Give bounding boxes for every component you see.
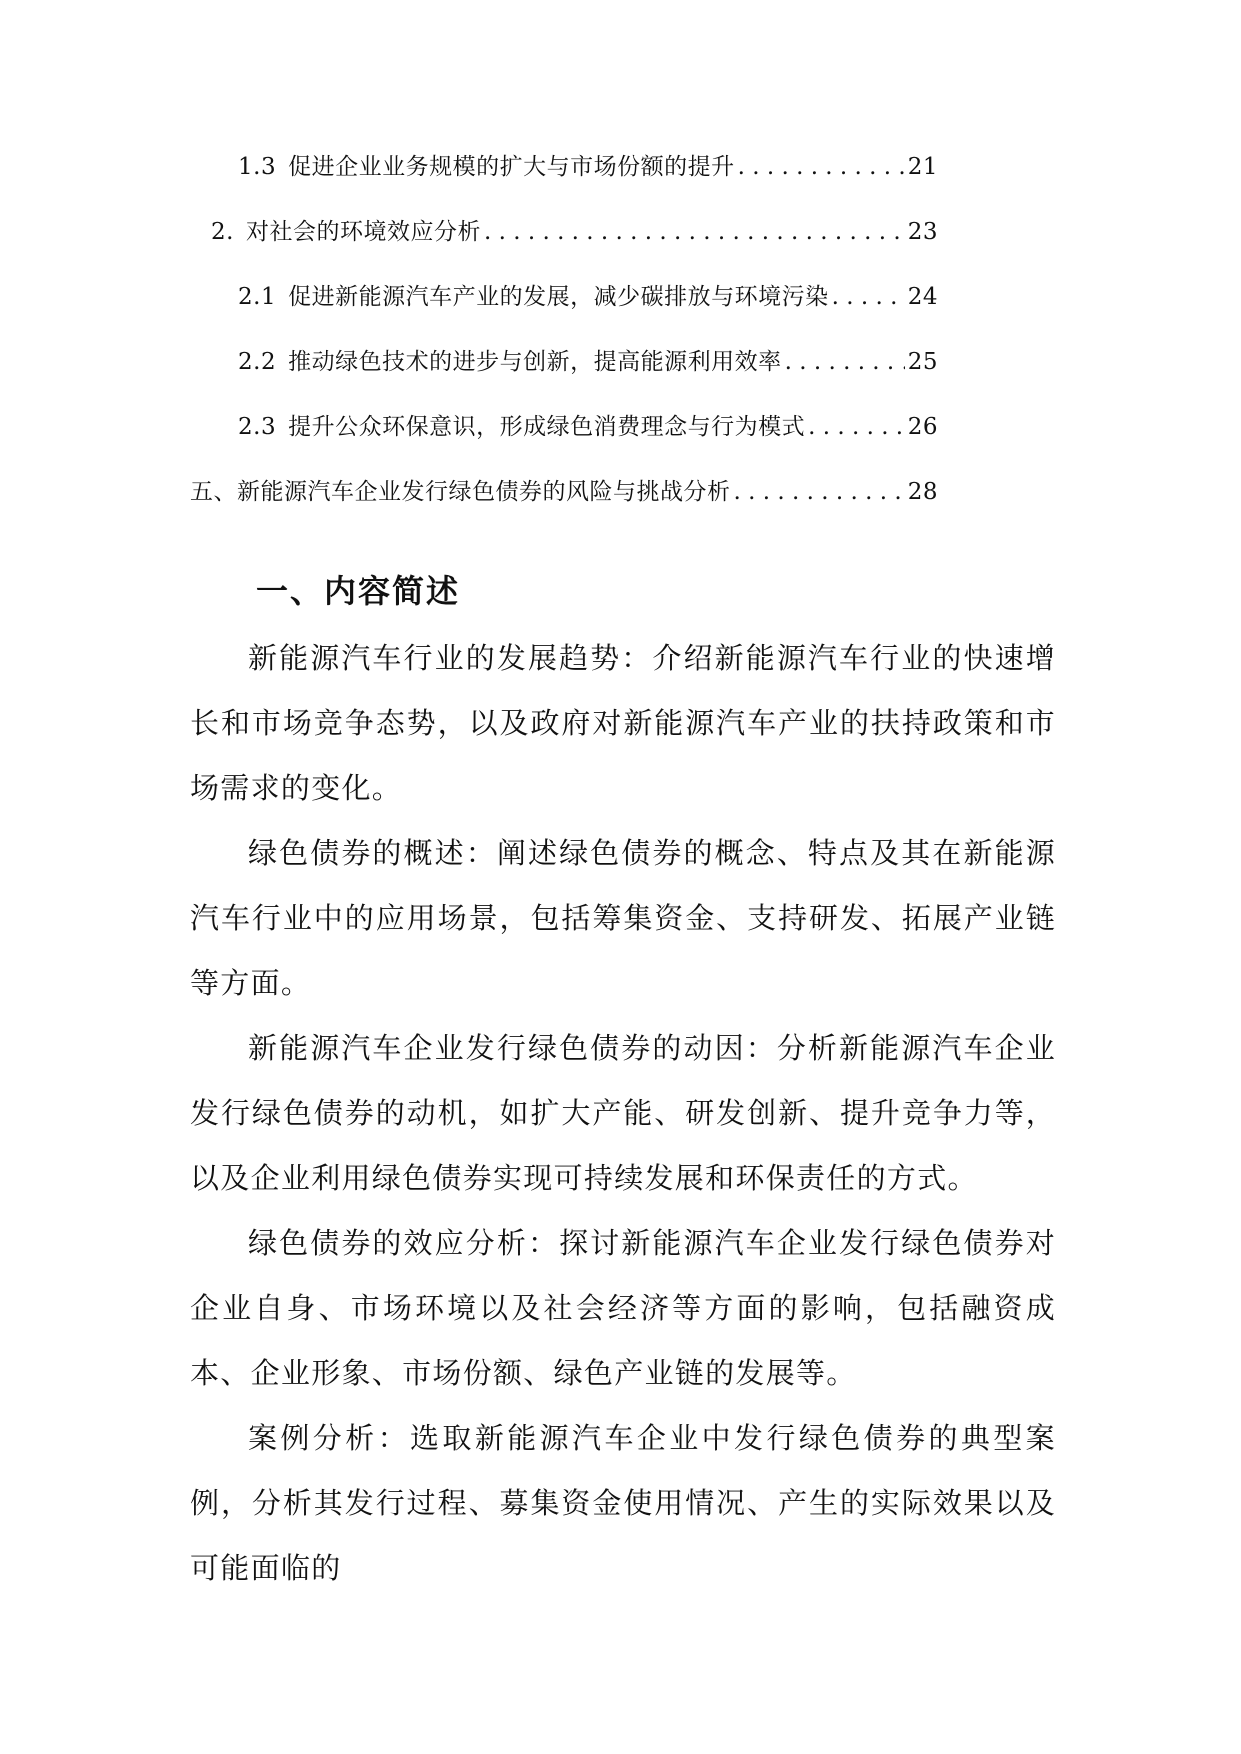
toc-entry-2[interactable] [211,213,938,253]
toc-page-number: 25 [907,349,938,375]
toc-entry-chapter-5[interactable] [190,473,938,513]
paragraph-green-bond-overview: 绿色债券的概述：阐述绿色债券的概念、特点及其在新能源汽车行业中的应用场景，包括筹集资金、支持研发、拓展产业链等方面。 [190,836,1056,1000]
toc-entry-2-3[interactable] [238,408,938,448]
toc-entry-title: 促进企业业务规模的扩大与市场份额的提升 [288,154,735,180]
toc-leader-dots [785,349,905,375]
paragraph-issuance-motives: 新能源汽车企业发行绿色债券的动因：分析新能源汽车企业发行绿色债券的动机，如扩大产能、研发创新、提升竞争力等，以及企业利用绿色债券实现可持续发展和环保责任的方式。 [190,1031,1056,1195]
toc-entry-2-1[interactable] [238,278,938,318]
toc-entry-number: 2.3 [238,414,277,440]
toc-page-number: 24 [907,284,938,310]
toc-entry-number: 2. [211,219,234,245]
toc-entry-title: 推动绿色技术的进步与创新，提高能源利用效率 [288,349,782,375]
toc-entry-title: 五、新能源汽车企业发行绿色债券的风险与挑战分析 [190,479,731,505]
toc-entry-2-2[interactable] [238,343,938,383]
paragraph-industry-trend: 新能源汽车行业的发展趋势：介绍新能源汽车行业的快速增长和市场竞争态势，以及政府对新能源汽车产业的扶持政策和市场需求的变化。 [190,641,1056,805]
section-heading: 一、内容简述 [256,572,461,610]
toc-entry-title: 促进新能源汽车产业的发展，减少碳排放与环境污染 [288,284,829,310]
toc-page-number: 23 [907,219,938,245]
toc-leader-dots [734,479,905,505]
toc-entry-number: 2.1 [238,284,277,310]
toc-page-number: 21 [907,154,938,180]
toc-leader-dots [808,414,905,440]
section-body [190,626,1056,1601]
toc-leader-dots [832,284,905,310]
toc-entry-title: 对社会的环境效应分析 [245,219,481,245]
paragraph-case-analysis: 案例分析：选取新能源汽车企业中发行绿色债券的典型案例，分析其发行过程、募集资金使用情况、产生的实际效果以及可能面临的 [190,1421,1056,1585]
toc-leader-dots [738,154,905,180]
paragraph-effect-analysis: 绿色债券的效应分析：探讨新能源汽车企业发行绿色债券对企业自身、市场环境以及社会经济等方面的影响，包括融资成本、企业形象、市场份额、绿色产业链的发展等。 [190,1226,1056,1390]
toc-entry-number: 1.3 [238,154,277,180]
toc-page-number: 26 [907,414,938,440]
toc-leader-dots [484,219,905,245]
toc-entry-1-3[interactable] [238,148,938,188]
toc-page-number: 28 [907,479,938,505]
toc-entry-title: 提升公众环保意识，形成绿色消费理念与行为模式 [288,414,806,440]
toc-entry-number: 2.2 [238,349,277,375]
